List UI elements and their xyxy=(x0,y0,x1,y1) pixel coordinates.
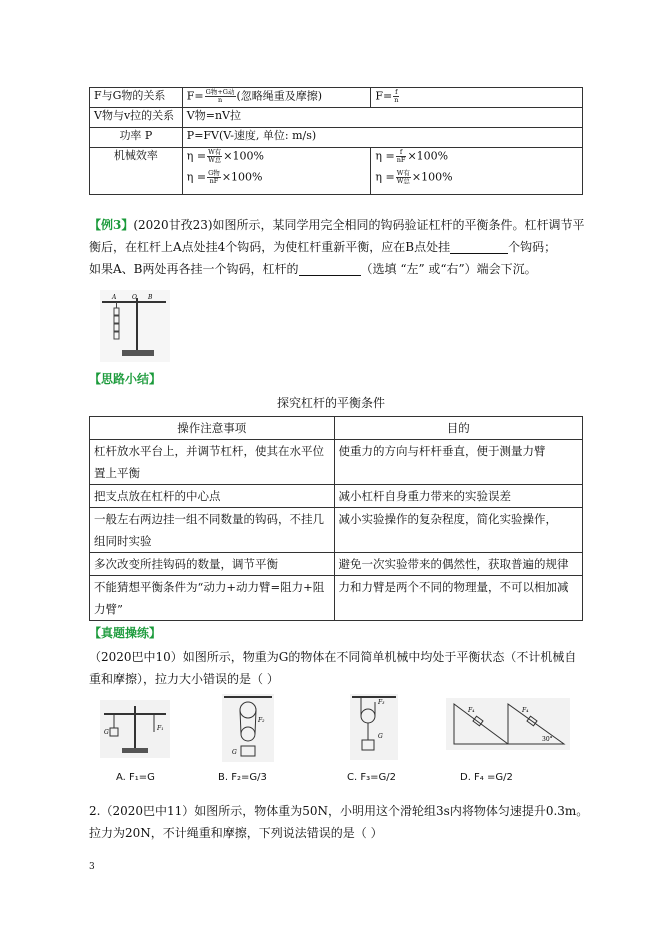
figure-d-incline xyxy=(446,698,570,750)
table-row xyxy=(90,148,583,195)
table-row xyxy=(90,108,583,128)
force-f2-label: F₂ xyxy=(258,717,265,724)
table-row xyxy=(90,508,583,553)
weight-g-label: G xyxy=(378,733,383,740)
page-number: 3 xyxy=(89,862,95,872)
summary-title: 探究杠杆的平衡条件 xyxy=(276,396,385,410)
weight-g-label: G xyxy=(104,729,109,736)
option-c[interactable]: C. F₃=G/2 xyxy=(347,772,396,783)
point-b-label: B xyxy=(148,294,153,301)
figure-a-lever xyxy=(100,700,170,758)
weight-g-label: G xyxy=(232,749,237,756)
example-3-text: 【例3】(2020甘孜23)如图所示，某同学用完全相同的钩码验证杠杆的平衡条件。杠杆调节平 衡后，在杠杆上A点处挂4个钩码，为使杠杆重新平衡，应在B点处挂 个钩码； 如果A、B两处再各挂一个钩码，杠杆的 （选填 “左” 或“右”）端会下沉。 xyxy=(89,218,585,276)
table-header-row xyxy=(90,417,583,440)
table-cell: 功率 P xyxy=(90,128,183,148)
table-row xyxy=(90,485,583,508)
option-b[interactable]: B. F₂=G/3 xyxy=(218,772,267,783)
fraction: $\frac{\text{G物+G动}}{n}$ xyxy=(205,88,235,104)
question-1-text: （2020巴中10）如图所示，物重为G的物体在不同简单机械中均处于平衡状态（不计机械自 重和摩擦），拉力大小错误的是（ ） xyxy=(89,650,577,686)
figure-c-movable-pulley xyxy=(350,694,398,760)
table-cell: 减小杠杆自身重力带来的实验误差 xyxy=(334,485,583,508)
summary-table xyxy=(89,416,583,621)
table-cell: η = $\frac{\text{W有}}{\text{W总}}$ ×100% η = $\frac{\text{G物}}{nF}$ ×100% xyxy=(182,148,371,195)
option-d[interactable]: D. F₄ =G/2 xyxy=(460,772,513,783)
table-cell: 减小实验操作的复杂程度，简化实验操作， xyxy=(334,508,583,553)
fraction: $\frac{\text{W有}}{\text{W总}}$ xyxy=(208,148,222,164)
table-cell: 多次改变所挂钩码的数量，调节平衡 xyxy=(90,553,335,576)
option-a[interactable]: A. F₁=G xyxy=(116,772,155,783)
point-a-label: A xyxy=(112,294,117,301)
table-row xyxy=(90,553,583,576)
answer-blank[interactable] xyxy=(299,261,361,276)
table-cell: V物=nV拉 xyxy=(182,108,582,128)
force-f3-label: F₃ xyxy=(378,699,385,706)
table-cell: V物与v拉的关系 xyxy=(90,108,183,128)
table-header: 目的 xyxy=(334,417,583,440)
lever-figure xyxy=(100,290,170,362)
summary-tag: 【思路小结】 xyxy=(89,372,162,386)
table-cell: P=FV(V-速度, 单位: m/s) xyxy=(182,128,582,148)
fraction: $\frac{f}{nF}$ xyxy=(396,148,406,164)
fraction: $\frac{\text{G物}}{nF}$ xyxy=(208,169,220,185)
example-tag: 【例3】 xyxy=(89,218,134,232)
table-cell: 力和力臂是两个不同的物理量，不可以相加减 xyxy=(334,576,583,621)
question-2-text: 2.（2020巴中11）如图所示，物体重为50N，小明用这个滑轮组3s内将物体匀速提升0.3m。 拉力为20N，不计绳重和摩擦，下列说法错误的是（ ） xyxy=(89,804,589,840)
formula-table xyxy=(89,87,583,195)
table-cell: η = $\frac{f}{nF}$ ×100% η = $\frac{\text{W有}}{\text{W总}}$ ×100% xyxy=(371,148,583,195)
table-cell: F与G物的关系 xyxy=(90,88,183,108)
pivot-o-label: O xyxy=(132,294,137,301)
table-cell: F= $\frac{f}{n}$ xyxy=(371,88,583,108)
table-cell: 机械效率 xyxy=(90,148,183,195)
angle-label: 30° xyxy=(542,736,553,743)
table-header: 操作注意事项 xyxy=(90,417,335,440)
force-f1-label: F₁ xyxy=(157,725,164,732)
table-cell: 一般左右两边挂一组不同数量的钩码，不挂几组同时实验 xyxy=(90,508,335,553)
figure-b-pulley-block xyxy=(222,694,274,762)
practice-tag: 【真题操练】 xyxy=(89,626,162,640)
table-cell: 不能猜想平衡条件为“动力+动力臂=阻力+阻力臂” xyxy=(90,576,335,621)
fraction: $\frac{\text{W有}}{\text{W总}}$ xyxy=(396,169,410,185)
table-cell: 杠杆放水平台上，并调节杠杆，使其在水平位置上平衡 xyxy=(90,440,335,485)
table-row xyxy=(90,440,583,485)
table-row xyxy=(90,128,583,148)
force-f4-label: F₄ xyxy=(468,707,475,714)
table-row xyxy=(90,576,583,621)
table-cell: F= $\frac{\text{G物+G动}}{n}$ (忽略绳重及摩擦) xyxy=(182,88,371,108)
table-row xyxy=(90,88,583,108)
force-f4-label: F₄ xyxy=(522,707,529,714)
table-cell: 把支点放在杠杆的中心点 xyxy=(90,485,335,508)
table-cell: 避免一次实验带来的偶然性，获取普遍的规律 xyxy=(334,553,583,576)
answer-blank[interactable] xyxy=(450,239,508,254)
table-cell: 使重力的方向与杆杆垂直，便于测量力臂 xyxy=(334,440,583,485)
fraction: $\frac{f}{n}$ xyxy=(394,88,399,104)
